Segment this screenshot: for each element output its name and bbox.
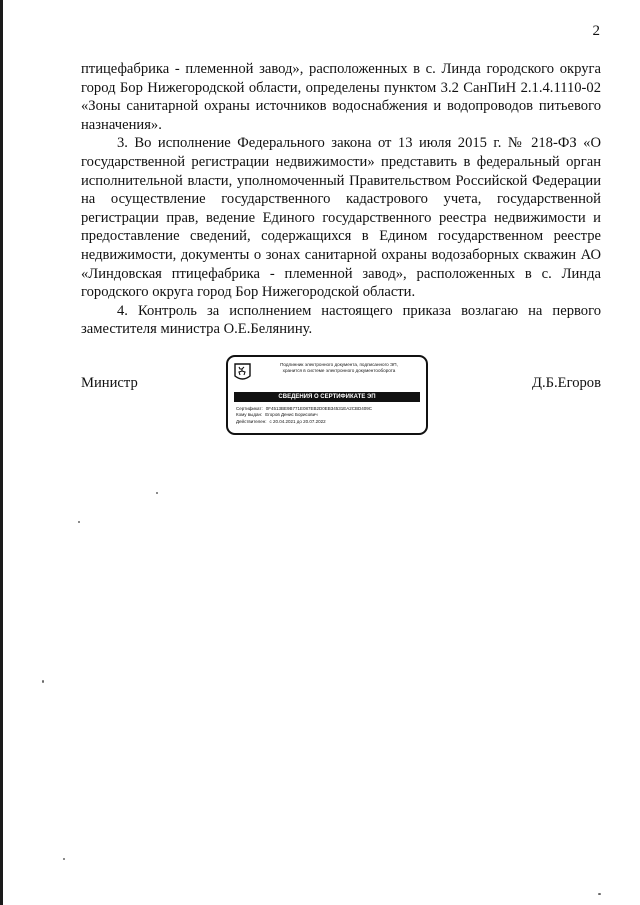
stamp-value: 0F4513BE9B771E087EB2D0EB34531EA2CBD409C xyxy=(265,406,373,411)
paragraph-item-3: 3. Во исполнение Федерального закона от 13 июля 2015 г. № 218-ФЗ «О государственной регистрации недвижимости» представить в федеральный орган исполнительной власти, уполномоченный Правительством Российской Федерации на осуществление государственного кадастрового учета, государственной регистрации прав, ведение Единого государственного реестра недвижимости и предоставление сведений, содержащихся в Едином государственном реестре недвижимости, документы о зонах санитарной охраны водозаборных скважин АО «Линдовская птицефабрика - племенной завод», расположенных в с. Линда городского округа город Бор Нижегородской области. xyxy=(81,135,601,301)
stamp-certificate-details xyxy=(236,406,424,425)
document-body xyxy=(81,60,601,339)
signature-block xyxy=(81,355,601,439)
signatory-title: Министр xyxy=(81,375,138,391)
scan-speck xyxy=(598,893,601,895)
stamp-label: Действителен: xyxy=(236,418,267,424)
page-number: 2 xyxy=(592,23,600,39)
scan-speck xyxy=(63,858,65,860)
signatory-name: Д.Б.Егоров xyxy=(532,375,601,391)
stamp-header xyxy=(254,362,424,373)
stamp-label: Кому выдан: xyxy=(236,412,263,418)
paragraph-item-4: 4. Контроль за исполнением настоящего приказа возлагаю на первого заместителя министра О.Е.Белянину. xyxy=(81,302,601,338)
stamp-band-title: СВЕДЕНИЯ О СЕРТИФИКАТЕ ЭП xyxy=(234,392,420,402)
left-margin-rule xyxy=(0,0,3,905)
deer-emblem-icon xyxy=(234,363,251,383)
stamp-label: Сертификат: xyxy=(236,406,263,411)
stamp-validity-row xyxy=(236,419,424,425)
electronic-signature-stamp xyxy=(226,355,428,435)
scan-speck xyxy=(78,521,80,523)
stamp-header-line: хранится в системе электронного документооборота xyxy=(282,367,396,373)
scan-speck xyxy=(156,492,158,494)
stamp-header-line: Подлинник электронного документа, подписанного ЭП, xyxy=(280,362,398,367)
stamp-value: с 20.04.2021 до 20.07.2022 xyxy=(269,418,326,424)
paragraph-continuation: птицефабрика - племенной завод», расположенных в с. Линда городского округа город Бор Нижегородской области, определены пунктом 3.2 СанПиН 2.1.4.1110-02 «Зоны санитарной охраны источников водоснабжения и водопроводов питьевого назначения». xyxy=(81,61,601,133)
scan-speck xyxy=(42,680,44,683)
stamp-value: Егоров Денис Борисович xyxy=(265,412,318,418)
